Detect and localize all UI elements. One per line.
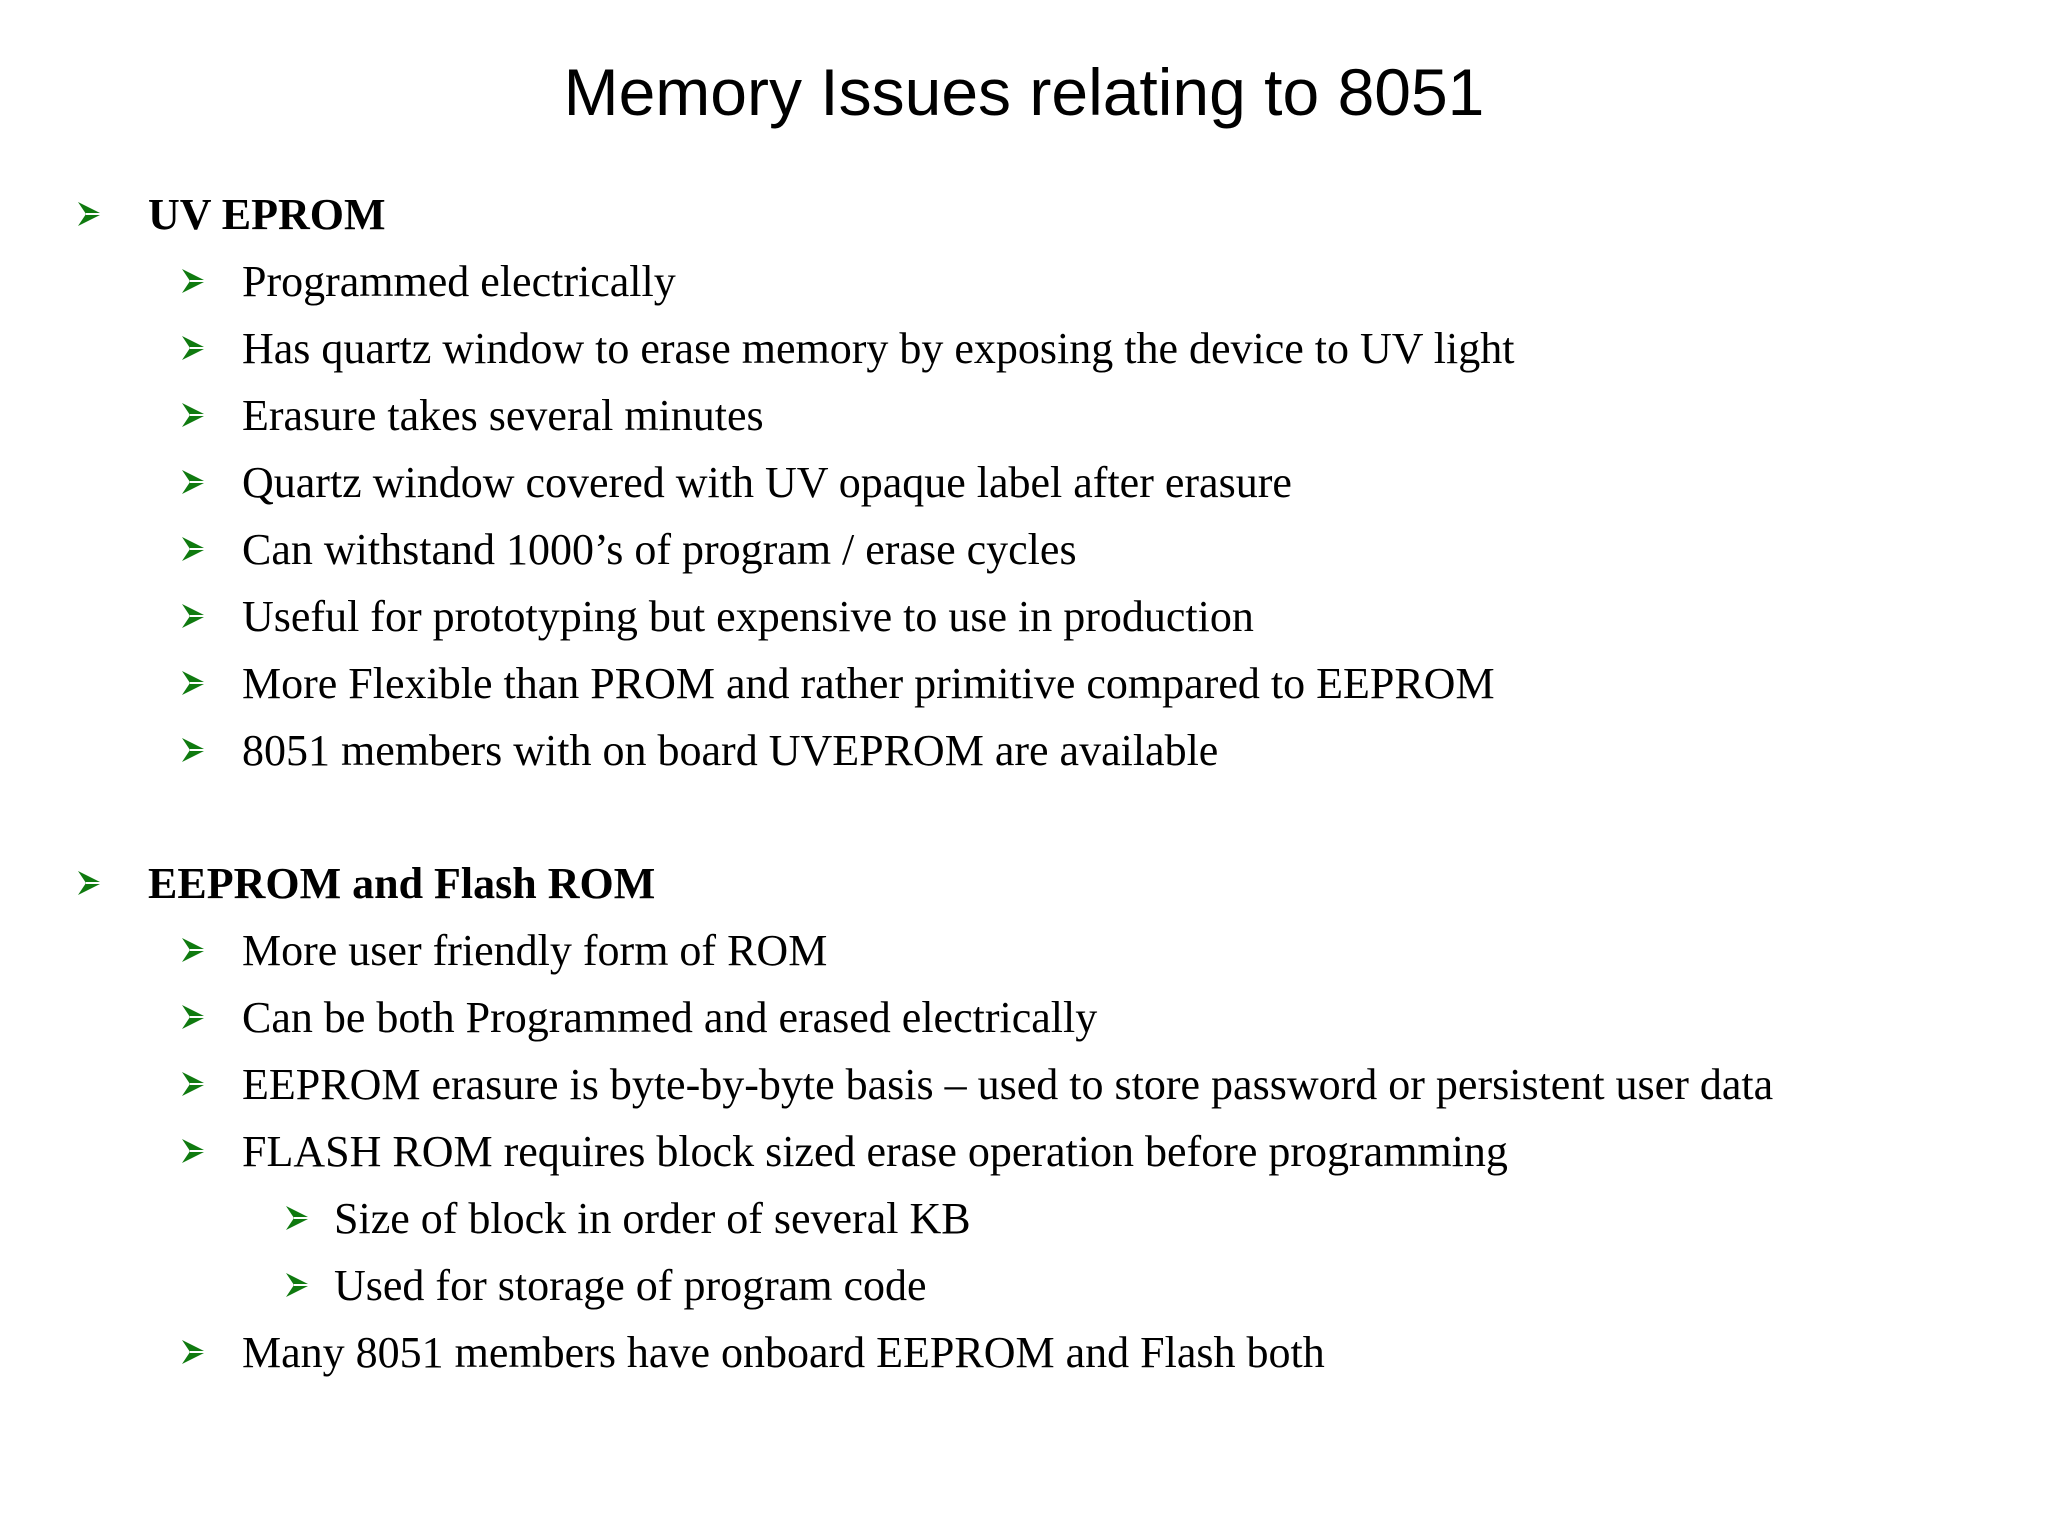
arrow-bullet-icon — [176, 531, 212, 567]
list-item — [176, 318, 1514, 378]
list-item-text: Many 8051 members have onboard EEPROM and Flash both — [242, 1327, 1325, 1377]
arrow-bullet-icon — [176, 732, 212, 768]
list-item — [176, 1121, 1508, 1181]
section-heading-eeprom-flash — [72, 853, 655, 913]
list-item-text: EEPROM erasure is byte-by-byte basis – used to store password or persistent user data — [242, 1059, 1774, 1109]
section-heading-label: EEPROM and Flash ROM — [148, 858, 656, 908]
list-item — [176, 987, 1097, 1047]
list-item — [176, 1322, 1325, 1382]
sub-list-item-text: Used for storage of program code — [334, 1260, 927, 1310]
arrow-bullet-icon — [176, 1133, 212, 1169]
arrow-bullet-icon — [176, 665, 212, 701]
sub-list-item — [280, 1188, 971, 1248]
list-item — [176, 452, 1292, 512]
list-item-text: Erasure takes several minutes — [242, 390, 764, 440]
arrow-bullet-icon — [280, 1200, 316, 1236]
list-item — [176, 920, 827, 980]
list-item — [176, 385, 764, 445]
list-item-text: FLASH ROM requires block sized erase operation before programming — [242, 1126, 1508, 1176]
arrow-bullet-icon — [176, 598, 212, 634]
list-item-text: Useful for prototyping but expensive to use in production — [242, 591, 1254, 641]
arrow-bullet-icon — [72, 865, 108, 901]
list-item-text: More Flexible than PROM and rather primitive compared to EEPROM — [242, 658, 1495, 708]
list-item-text: Quartz window covered with UV opaque label after erasure — [242, 457, 1292, 507]
arrow-bullet-icon — [176, 464, 212, 500]
arrow-bullet-icon — [176, 330, 212, 366]
sub-list-item-text: Size of block in order of several KB — [334, 1193, 971, 1243]
list-item-text: More user friendly form of ROM — [242, 925, 828, 975]
list-item — [176, 653, 1495, 713]
list-item — [176, 720, 1218, 780]
list-item — [176, 519, 1077, 579]
arrow-bullet-icon — [176, 999, 212, 1035]
arrow-bullet-icon — [176, 1334, 212, 1370]
list-item — [176, 1054, 1773, 1114]
list-item-text: Programmed electrically — [242, 256, 676, 306]
arrow-bullet-icon — [176, 263, 212, 299]
arrow-bullet-icon — [176, 397, 212, 433]
section-heading-uv-eprom — [72, 184, 386, 244]
arrow-bullet-icon — [176, 932, 212, 968]
list-item-text: 8051 members with on board UVEPROM are available — [242, 725, 1219, 775]
list-item-text: Has quartz window to erase memory by exposing the device to UV light — [242, 323, 1515, 373]
arrow-bullet-icon — [176, 1066, 212, 1102]
arrow-bullet-icon — [280, 1267, 316, 1303]
arrow-bullet-icon — [72, 196, 108, 232]
list-item-text: Can withstand 1000’s of program / erase cycles — [242, 524, 1077, 574]
section-heading-label: UV EPROM — [148, 189, 386, 239]
list-item-text: Can be both Programmed and erased electrically — [242, 992, 1098, 1042]
slide-title: Memory Issues relating to 8051 — [563, 55, 1485, 129]
list-item — [176, 251, 676, 311]
list-item — [176, 586, 1254, 646]
sub-list-item — [280, 1255, 927, 1315]
